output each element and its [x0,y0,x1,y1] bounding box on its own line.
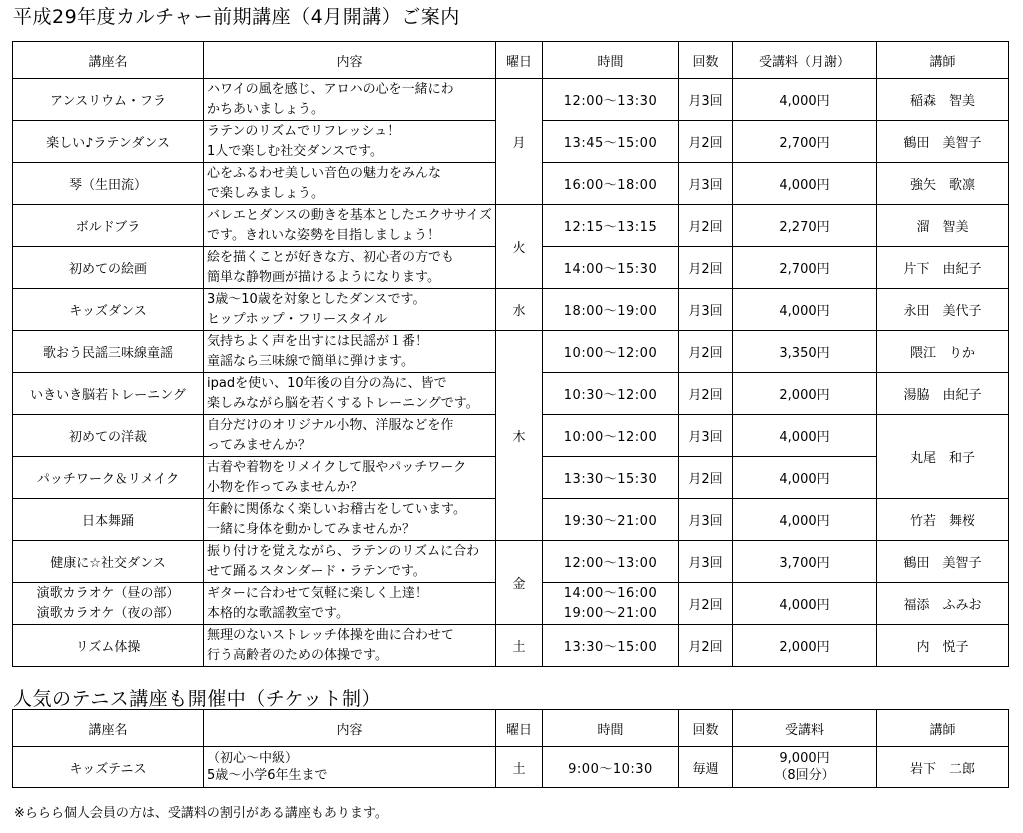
course-count: 月2回 [679,121,733,163]
course-teacher: 竹若 舞桜 [877,499,1009,541]
course-count: 月3回 [679,499,733,541]
course-teacher: 岩下 二郎 [877,747,1009,788]
footnote: ※ららら個人会員の方は、受講料の割引がある講座もあります。 [14,806,388,821]
course-fee: 4,000円 [733,289,877,331]
course-name: 日本舞踊 [13,499,204,541]
course-name: キッズテニス [13,747,204,788]
course-teacher: 強矢 歌凛 [877,163,1009,205]
header-count: 回数 [679,42,733,79]
course-table [12,41,1009,667]
header-teacher: 講師 [877,42,1009,79]
course-content: 3歳～10歳を対象としたダンスです。 ヒップホップ・フリースタイル [204,289,496,331]
table-header-row [13,42,1009,79]
course-fee: 4,000円 [733,583,877,625]
course-content: ipadを使い、10年後の自分の為に、皆で 楽しみながら脳を若くするトレーニングです。 [204,373,496,415]
course-time: 12:15～13:15 [543,205,679,247]
course-time: 10:00～12:00 [543,331,679,373]
course-count: 月2回 [679,457,733,499]
course-content: 振り付けを覚えながら、ラテンのリズムに合わ せて踊るスタンダード・ラテンです。 [204,541,496,583]
header-count: 回数 [679,710,733,747]
tennis-section-title: 人気のテニス講座も開催中（チケット制） [13,688,382,710]
header-time: 時間 [543,710,679,747]
course-content: 絵を描くことが好きな方、初心者の方でも 簡単な静物画が描けるようになります。 [204,247,496,289]
course-fee: 4,000円 [733,457,877,499]
course-fee: 3,700円 [733,541,877,583]
course-fee: 4,000円 [733,163,877,205]
table-row [13,541,1009,583]
course-name: パッチワーク＆リメイク [13,457,204,499]
course-time: 9:00～10:30 [543,747,679,788]
tennis-table [12,709,1009,788]
course-teacher: 鶴田 美智子 [877,541,1009,583]
course-name: キッズダンス [13,289,204,331]
course-name: アンスリウム・フラ [13,79,204,121]
course-name: いきいき脳若トレーニング [13,373,204,415]
course-time: 14:00～16:00 19:00～21:00 [543,583,679,625]
course-content: 年齢に関係なく楽しいお稽古をしています。 一緒に身体を動かしてみませんか？ [204,499,496,541]
day-cell: 土 [496,625,543,667]
course-name: リズム体操 [13,625,204,667]
header-time: 時間 [543,42,679,79]
course-name: 歌おう民謡三味線童謡 [13,331,204,373]
course-time: 13:30～15:30 [543,457,679,499]
day-cell: 月 [496,79,543,205]
course-content: バレエとダンスの動きを基本としたエクササイズ です。きれいな姿勢を目指しましょう！ [204,205,496,247]
course-content: 自分だけのオリジナル小物、洋服などを作 ってみませんか？ [204,415,496,457]
course-fee: 3,350円 [733,331,877,373]
course-time: 12:00～13:30 [543,79,679,121]
course-teacher: 隈江 りか [877,331,1009,373]
course-name: 琴（生田流） [13,163,204,205]
course-content: 心をふるわせ美しい音色の魅力をみんな で楽しみましょう。 [204,163,496,205]
course-name: 健康に☆社交ダンス [13,541,204,583]
header-day: 曜日 [496,42,543,79]
course-fee: 2,270円 [733,205,877,247]
course-content: ギターに合わせて気軽に楽しく上達！ 本格的な歌謡教室です。 [204,583,496,625]
course-name: 初めての洋裁 [13,415,204,457]
table-row [13,625,1009,667]
course-count: 月3回 [679,415,733,457]
course-time: 14:00～15:30 [543,247,679,289]
table-row [13,331,1009,373]
course-time: 18:00～19:00 [543,289,679,331]
course-fee: 2,000円 [733,373,877,415]
course-count: 月2回 [679,583,733,625]
page-title: 平成29年度カルチャー前期講座（4月開講）ご案内 [13,6,460,28]
header-content: 内容 [204,710,496,747]
course-fee: 4,000円 [733,415,877,457]
header-teacher: 講師 [877,710,1009,747]
course-content: ラテンのリズムでリフレッシュ！ 1人で楽しむ社交ダンスです。 [204,121,496,163]
course-time: 13:45～15:00 [543,121,679,163]
course-content: （初心～中級） 5歳～小学6年生まで [204,747,496,788]
tennis-header-row [13,710,1009,747]
course-teacher: 丸尾 和子 [877,415,1009,499]
course-count: 月2回 [679,331,733,373]
course-fee: 2,700円 [733,121,877,163]
course-count: 月2回 [679,373,733,415]
course-count: 月2回 [679,625,733,667]
course-time: 10:30～12:00 [543,373,679,415]
header-fee: 受講料 [733,710,877,747]
course-content: 古着や着物をリメイクして服やパッチワーク 小物を作ってみませんか？ [204,457,496,499]
course-teacher: 永田 美代子 [877,289,1009,331]
course-count: 月2回 [679,205,733,247]
header-content: 内容 [204,42,496,79]
course-time: 13:30～15:00 [543,625,679,667]
header-fee: 受講料（月謝） [733,42,877,79]
course-count: 月3回 [679,163,733,205]
course-fee: 9,000円 （8回分） [733,747,877,788]
day-cell: 火 [496,205,543,289]
course-teacher: 片下 由紀子 [877,247,1009,289]
course-teacher: 福添 ふみお [877,583,1009,625]
course-fee: 4,000円 [733,499,877,541]
course-teacher: 稲森 智美 [877,79,1009,121]
header-course-name: 講座名 [13,710,204,747]
day-cell: 土 [496,747,543,788]
course-name: 演歌カラオケ（昼の部） 演歌カラオケ（夜の部） [13,583,204,625]
course-count: 月3回 [679,541,733,583]
course-count: 月3回 [679,79,733,121]
course-teacher: 湯脇 由紀子 [877,373,1009,415]
header-day: 曜日 [496,710,543,747]
course-name: 初めての絵画 [13,247,204,289]
table-row [13,79,1009,121]
course-time: 10:00～12:00 [543,415,679,457]
course-fee: 2,700円 [733,247,877,289]
day-cell: 水 [496,289,543,331]
day-cell: 木 [496,331,543,541]
course-count: 月3回 [679,289,733,331]
header-course-name: 講座名 [13,42,204,79]
table-row [13,747,1009,788]
course-content: ハワイの風を感じ、アロハの心を一緒にわ かちあいましょう。 [204,79,496,121]
course-fee: 4,000円 [733,79,877,121]
course-time: 19:30～21:00 [543,499,679,541]
course-teacher: 鶴田 美智子 [877,121,1009,163]
course-name: ボルドブラ [13,205,204,247]
course-fee: 2,000円 [733,625,877,667]
table-row [13,205,1009,247]
course-content: 無理のないストレッチ体操を曲に合わせて 行う高齢者のための体操です。 [204,625,496,667]
course-count: 毎週 [679,747,733,788]
course-time: 12:00～13:00 [543,541,679,583]
table-row [13,289,1009,331]
course-content: 気持ちよく声を出すには民謡が１番！ 童謡なら三味線で簡単に弾けます。 [204,331,496,373]
course-time: 16:00～18:00 [543,163,679,205]
course-teacher: 溜 智美 [877,205,1009,247]
course-teacher: 内 悦子 [877,625,1009,667]
day-cell: 金 [496,541,543,625]
course-name: 楽しい♪ラテンダンス [13,121,204,163]
course-count: 月2回 [679,247,733,289]
